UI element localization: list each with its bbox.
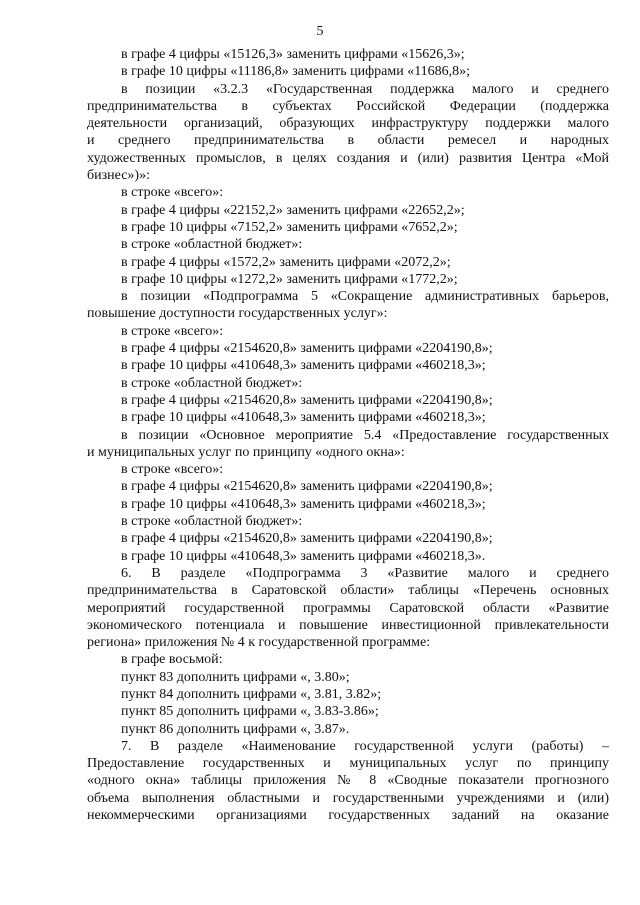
text-line: художественных промыслов, в целях создания и (или) развития Центра «Мой [87,150,609,166]
text-line: пункт 85 дополнить цифрами «, 3.83-3.86»; [121,704,379,720]
text-line: в строке «областной бюджет»: [121,375,303,391]
text-line: в графе 10 цифры «410648,3» заменить цифрами «460218,3»; [121,358,486,374]
text-line: в графе 10 цифры «410648,3» заменить цифрами «460218,3»; [121,496,486,512]
text-line: в строке «всего»: [121,462,224,478]
text-line: деятельности организаций, образующих инфраструктуру поддержки малого [87,116,609,132]
text-line: экономического потенциала и повышение инвестиционной привлекательности [87,617,609,633]
text-line: в графе 4 цифры «2154620,8» заменить цифрами «2204190,8»; [121,479,493,495]
text-line: в строке «областной бюджет»: [121,514,303,530]
text-line: в позиции «3.2.3 «Государственная поддержка малого и среднего [121,81,609,97]
text-line: предпринимательства в Саратовской области» таблицы «Перечень основных [87,583,609,599]
text-line: в позиции «Основное мероприятие 5.4 «Предоставление государственных [121,427,609,443]
text-line: в графе восьмой: [121,652,223,668]
page-number: 5 [316,24,324,39]
text-line: 6. В разделе «Подпрограмма 3 «Развитие малого и среднего [121,565,609,581]
text-line: в строке «областной бюджет»: [121,237,303,253]
text-line: пункт 83 дополнить цифрами «, 3.80»; [121,669,350,685]
text-line: в графе 4 цифры «2154620,8» заменить цифрами «2204190,8»; [121,531,493,547]
text-line: в графе 10 цифры «1272,2» заменить цифрами «1772,2»; [121,271,458,287]
text-line: мероприятий государственной программы Саратовской области «Развитие [87,600,609,616]
text-line: пункт 84 дополнить цифрами «, 3.81, 3.82»; [121,686,382,702]
text-line: в графе 4 цифры «22152,2» заменить цифрами «22652,2»; [121,202,465,218]
text-line: предпринимательства в субъектах Российской Федерации (поддержка [87,98,609,114]
text-line: в графе 10 цифры «7152,2» заменить цифрами «7652,2»; [121,219,458,235]
text-line: в графе 4 цифры «2154620,8» заменить цифрами «2204190,8»; [121,392,493,408]
text-line: в графе 10 цифры «410648,3» заменить цифрами «460218,3». [121,548,486,564]
text-line: повышение доступности государственных услуг»: [87,306,388,322]
text-line: и муниципальных услуг по принципу «одного окна»: [87,444,405,460]
text-line: в строке «всего»: [121,323,224,339]
text-line: в графе 4 цифры «1572,2» заменить цифрами «2072,2»; [121,254,451,270]
text-line: в строке «всего»: [121,185,224,201]
text-line: в графе 4 цифры «15126,3» заменить цифрами «15626,3»; [121,47,465,62]
text-line: объема выполнения областными и государственными учреждениями и (или) [87,790,609,806]
text-line: некоммерческими организациями государственных заданий на оказание [87,808,609,824]
text-line: и среднего предпринимательства в области ремесел и народных [87,133,609,149]
text-line: в графе 10 цифры «11186,8» заменить цифрами «11686,8»; [121,64,471,80]
text-line: бизнес»)»: [87,168,150,184]
text-line: в графе 10 цифры «410648,3» заменить цифрами «460218,3»; [121,410,486,426]
text-line: 7. В разделе «Наименование государственной услуги (работы) – [121,738,609,754]
document-body [87,46,609,824]
text-line: пункт 86 дополнить цифрами «, 3.87». [121,721,350,737]
text-line: Предоставление государственных и муниципальных услуг по принципу [87,756,609,772]
text-line: в позиции «Подпрограмма 5 «Сокращение административных барьеров, [121,289,609,305]
text-line: в графе 4 цифры «2154620,8» заменить цифрами «2204190,8»; [121,341,493,357]
text-line: «одного окна» таблицы приложения № 8 «Сводные показатели прогнозного [87,773,609,789]
text-line: региона» приложения № 4 к государственной программе: [87,635,431,651]
